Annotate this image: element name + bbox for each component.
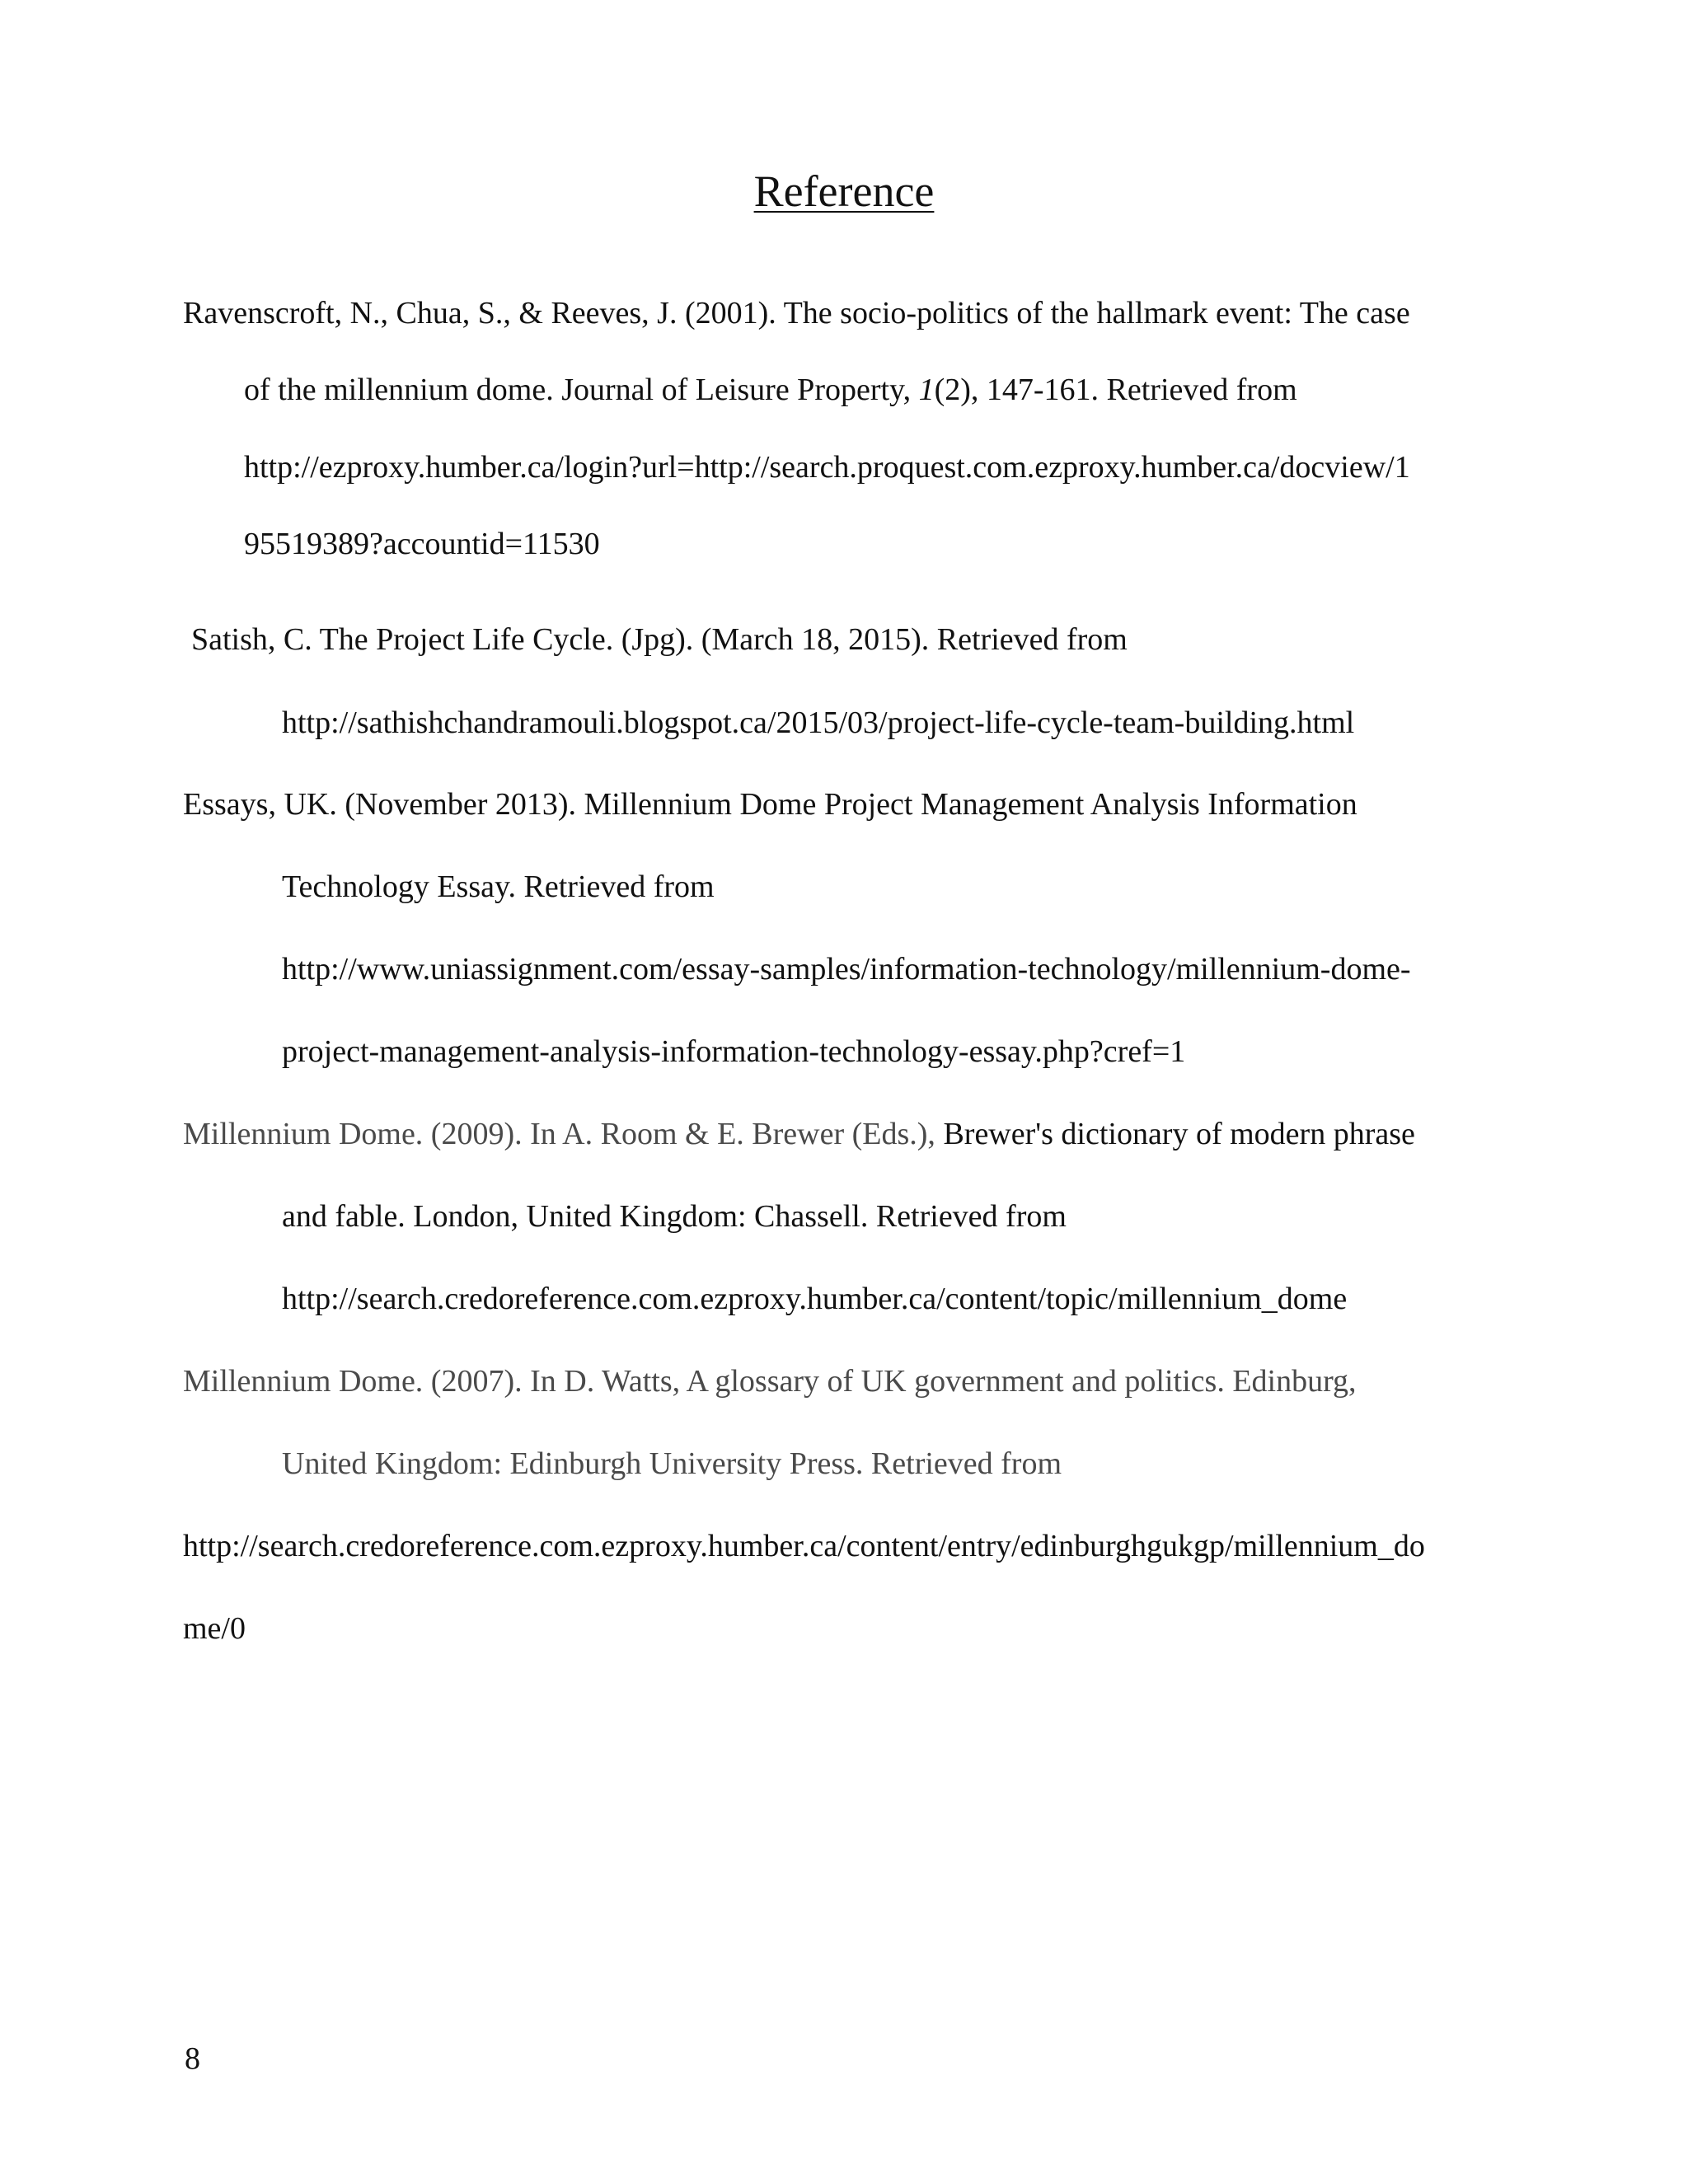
reference-line: Satish, C. The Project Life Cycle. (Jpg). (March 18, 2015). Retrieved from	[191, 622, 1128, 657]
reference-url: http://search.credoreference.com.ezproxy.humber.ca/content/topic/millennium_dome	[282, 1282, 1348, 1316]
reference-text: of the millennium dome. Journal of Leisure Property,	[244, 373, 919, 407]
reference-text: Millennium Dome. (2009). In A. Room & E. Brewer (Eds.),	[183, 1117, 944, 1151]
reference-url: http://ezproxy.humber.ca/login?url=http://search.proquest.com.ezproxy.humber.ca/docview/1	[244, 450, 1410, 485]
reference-text: (2), 147-161. Retrieved from	[934, 373, 1297, 407]
page-number: 8	[185, 2041, 200, 2076]
reference-url: 95519389?accountid=11530	[244, 527, 600, 561]
reference-line: and fable. London, United Kingdom: Chassell. Retrieved from	[282, 1199, 1067, 1234]
reference-line: Technology Essay. Retrieved from	[282, 869, 715, 904]
reference-volume: 1	[918, 373, 935, 407]
reference-line: Millennium Dome. (2007). In D. Watts, A glossary of UK government and politics. Edinburg,	[183, 1364, 1357, 1399]
reference-url: project-management-analysis-information-technology-essay.php?cref=1	[282, 1034, 1186, 1069]
reference-line: Essays, UK. (November 2013). Millennium Dome Project Management Analysis Information	[183, 787, 1357, 822]
reference-line: Ravenscroft, N., Chua, S., & Reeves, J. (2001). The socio-politics of the hallmark event: The case	[183, 296, 1410, 330]
page-title: Reference	[753, 166, 935, 216]
reference-line	[244, 371, 1297, 409]
reference-line	[183, 1115, 1415, 1153]
reference-url: http://sathishchandramouli.blogspot.ca/2015/03/project-life-cycle-team-building.html	[282, 705, 1355, 740]
reference-text: Brewer's dictionary of modern phrase	[943, 1117, 1415, 1151]
reference-url: http://www.uniassignment.com/essay-samples/information-technology/millennium-dome-	[282, 952, 1411, 987]
reference-url: me/0	[183, 1611, 246, 1646]
reference-line: United Kingdom: Edinburgh University Press. Retrieved from	[282, 1446, 1062, 1481]
reference-url: http://search.credoreference.com.ezproxy.humber.ca/content/entry/edinburghgukgp/millennium_do	[183, 1529, 1425, 1563]
